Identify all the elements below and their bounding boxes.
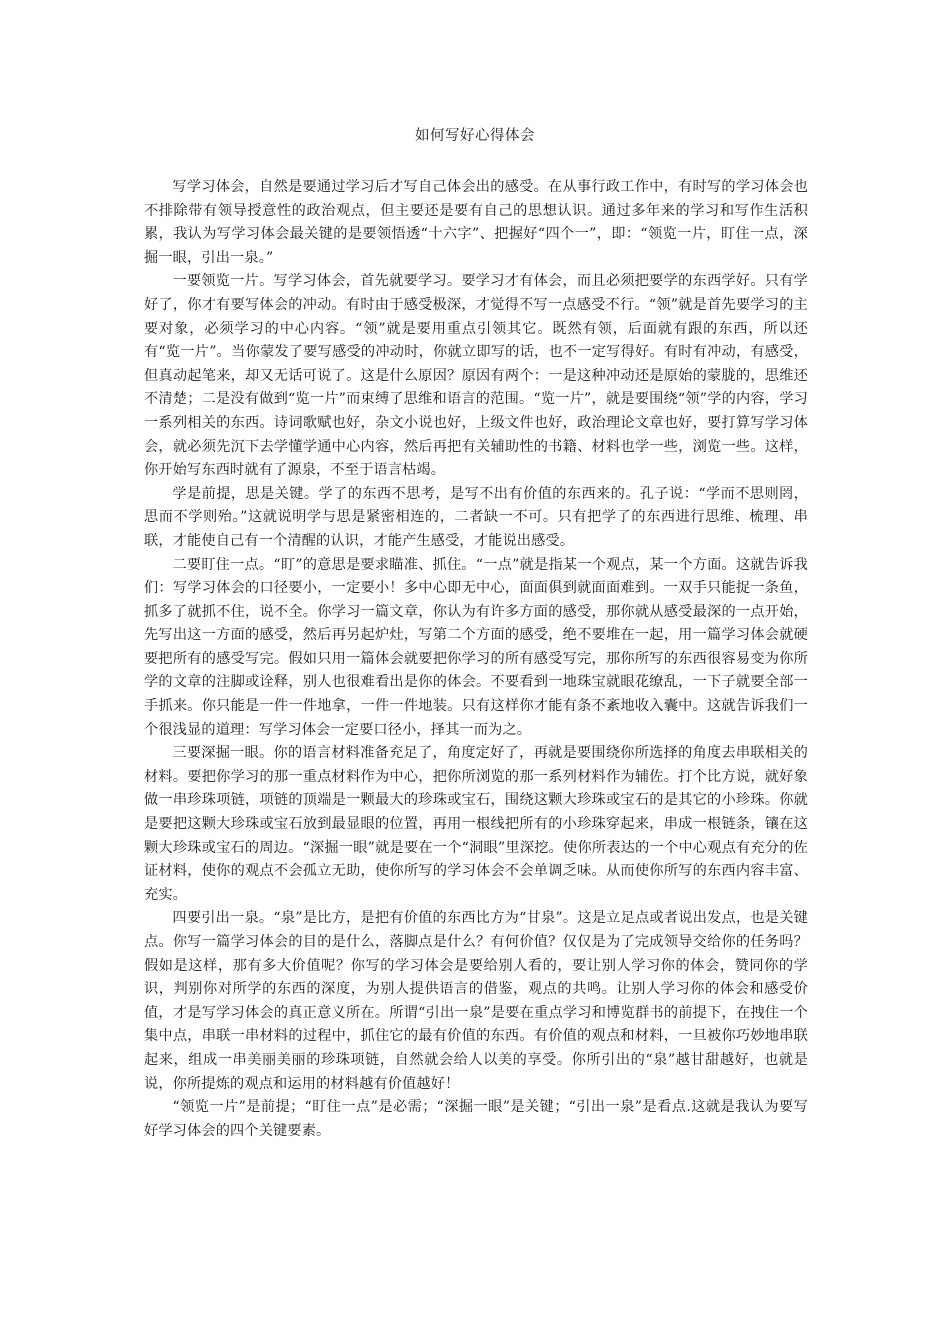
paragraph-intro: 写学习体会，自然是要通过学习后才写自己体会出的感受。在从事行政工作中，有时写的学习体会也不排除带有领导授意性的政治观点，但主要还是要有自己的思想认识。通过多年来的学习和写作生活积累，我认为写学习体会最关键的是要领悟透“十六字”、把握好“四个一”，即：“领览一片，盯住一点，深掘一眼，引出一泉。” bbox=[144, 179, 808, 266]
paragraph-point-three: 三要深掘一眼。你的语言材料准备充足了，角度定好了，再就是要围绕你所选择的角度去串联相关的材料。要把你学习的那一重点材料作为中心，把你所浏览的那一系列材料作为辅佐。打个比方说，就好象做一串珍珠项链，项链的顶端是一颗最大的珍珠或宝石，围绕这颗大珍珠或宝石的是其它的小珍珠。你就是要把这颗大珍珠或宝石放到最显眼的位置，再用一根线把所有的小珍珠穿起来，串成一根链条，镶在这颗大珍珠或宝石的周边。“深掘一眼”就是要在一个“洞眼”里深挖。使你所表达的一个中心观点有充分的佐证材料，使你的观点不会孤立无助，使你所写的学习体会不会单调乏味。从而使你所写的东西内容丰富、充实。 bbox=[144, 745, 808, 903]
paragraph-point-two: 二要盯住一点。“盯”的意思是要求瞄准、抓住。“一点”就是指某一个观点，某一个方面。这就告诉我们：写学习体会的口径要小，一定要小！多中心即无中心，面面俱到就面面难到。一双手只能捉一条鱼，抓多了就抓不住，说不全。你学习一篇文章，你认为有许多方面的感受，那你就从感受最深的一点开始，先写出这一方面的感受，然后再另起炉灶，写第二个方面的感受，绝不要堆在一起，用一篇学习体会就硬要把所有的感受写完。假如只用一篇体会就要把你学习的所有感受写完，那你所写的东西很容易变为你所学的文章的注脚或诠释，别人也很难看出是你的体会。不要看到一地珠宝就眼花缭乱，一下子就要全部一手抓来。你只能是一件一件地拿，一件一件地装。只有这样你才能有条不紊地收入囊中。这就告诉我们一个很浅显的道理：写学习体会一定要口径小，择其一而为之。 bbox=[144, 556, 808, 738]
paragraph-summary: “领览一片”是前提；“盯住一点”是必需；“深掘一眼”是关键；“引出一泉”是看点.这就是我认为要写好学习体会的四个关键要素。 bbox=[144, 1099, 808, 1139]
paragraph-point-one: 一要领览一片。写学习体会，首先就要学习。要学习才有体会，而且必须把要学的东西学好。只有学好了，你才有要写体会的冲动。有时由于感受极深，才觉得不写一点感受不行。“领”就是首先要学习的主要对象，必须学习的中心内容。“领”就是要用重点引领其它。既然有领，后面就有跟的东西，所以还有“览一片”。当你蒙发了要写感受的冲动时，你就立即写的话，也不一定写得好。有时有冲动，有感受，但真动起笔来，却又无话可说了。这是什么原因？原因有两个：一是这种冲动还是原始的蒙胧的，思维还不清楚；二是没有做到“览一片”而束缚了思维和语言的范围。“览一片”，就是要围绕“领”学的内容，学习一系列相关的东西。诗词歌赋也好，杂文小说也好，上级文件也好，政治理论文章也好，要打算写学习体会，就必须先沉下去学懂学通中心内容，然后再把有关辅助性的书籍、材料也学一些，浏览一些。这样，你开始写东西时就有了源泉，不至于语言枯竭。 bbox=[144, 273, 808, 479]
paragraph-study-thinking: 学是前提，思是关键。学了的东西不思考，是写不出有价值的东西来的。孔子说：“学而不思则罔，思而不学则殆。”这就说明学与思是紧密相连的，二者缺一不可。只有把学了的东西进行思维、梳理、串联，才能使自己有一个清醒的认识，才能产生感受，才能说出感受。 bbox=[144, 485, 808, 549]
paragraph-point-four: 四要引出一泉。“泉”是比方，是把有价值的东西比方为“甘泉”。这是立足点或者说出发点，也是关键点。你写一篇学习体会的目的是什么，落脚点是什么？有何价值？仅仅是为了完成领导交给你的任务吗？假如是这样，那有多大价值呢？你写的学习体会是要给别人看的，要让别人学习你的体会，赞同你的学识，判别你对所学的东西的深度，为别人提供语言的借鉴，观点的共鸣。让别人学习你的体会和感受价值，才是写学习体会的真正意义所在。所谓“引出一泉”是要在重点学习和博览群书的前提下，在拽住一个集中点，串联一串材料的过程中，抓住它的最有价值的东西。有价值的观点和材料，一旦被你巧妙地串联起来，组成一串美丽美丽的珍珠项链，自然就会给人以美的享受。你所引出的“泉”越甘甜越好，也就是说，你所提炼的观点和运用的材料越有价值越好！ bbox=[144, 910, 808, 1092]
document-title: 如何写好心得体会 bbox=[415, 128, 535, 144]
document-body bbox=[144, 176, 808, 1143]
